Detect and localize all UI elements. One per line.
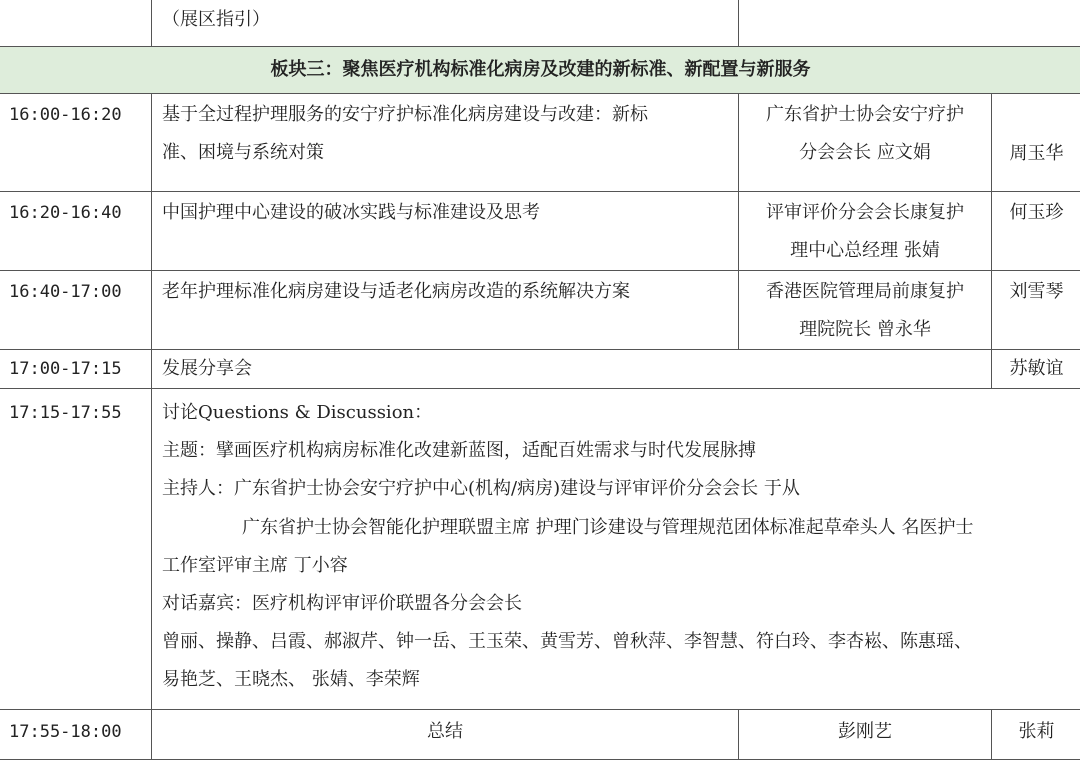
section-title: 板块三：聚焦医疗机构标准化病房及改建的新标准、新配置与新服务: [0, 47, 1080, 94]
speaker-cell: [739, 271, 992, 350]
discussion-line: 易艳芝、王晓杰、 张婧、李荣辉: [162, 661, 1080, 699]
table-row: [0, 94, 1080, 192]
topic-line: 基于全过程护理服务的安宁疗护标准化病房建设与改建：新标: [162, 96, 738, 134]
topic-cell: 总结: [152, 710, 739, 760]
topic-cell: [152, 0, 739, 47]
topic-text: （展区指引）: [162, 0, 738, 40]
topic-cell: [152, 271, 739, 350]
time-cell: [0, 0, 152, 47]
topic-line: 准、困境与系统对策: [162, 134, 738, 172]
speaker-cell: 彭刚艺: [739, 710, 992, 760]
time-cell: 17:00-17:15: [0, 350, 152, 389]
time-cell: 16:00-16:20: [0, 94, 152, 192]
speaker-line: 理院院长 曾永华: [739, 311, 991, 349]
table-row: [0, 271, 1080, 350]
host-cell: 周玉华: [992, 94, 1080, 192]
discussion-line: 主题：擘画医疗机构病房标准化改建新蓝图，适配百姓需求与时代发展脉搏: [162, 432, 1080, 470]
time-cell: 17:15-17:55: [0, 389, 152, 710]
discussion-line: 讨论Questions & Discussion：: [162, 394, 1080, 432]
time-cell: 16:20-16:40: [0, 192, 152, 271]
table-row: [0, 350, 1080, 389]
speaker-line: 评审评价分会会长康复护: [739, 194, 991, 232]
topic-line: 老年护理标准化病房建设与适老化病房改造的系统解决方案: [162, 273, 738, 311]
discussion-line: 广东省护士协会智能化护理联盟主席 护理门诊建设与管理规范团体标准起草牵头人 名医护士: [162, 509, 1080, 547]
section-row: [0, 47, 1080, 94]
host-cell: 苏敏谊: [992, 350, 1080, 389]
table-row: [0, 389, 1080, 710]
discussion-line: 主持人：广东省护士协会安宁疗护中心(机构/病房)建设与评审评价分会会长 于从: [162, 470, 1080, 508]
discussion-line: 工作室评审主席 丁小容: [162, 547, 1080, 585]
host-cell: 张莉: [992, 710, 1080, 760]
speaker-cell: [739, 94, 992, 192]
topic-cell: [152, 94, 739, 192]
speaker-cell: [739, 0, 1080, 47]
speaker-line: 广东省护士协会安宁疗护: [739, 96, 991, 134]
discussion-line: 曾丽、操静、吕霞、郝淑芹、钟一岳、王玉荣、黄雪芳、曾秋萍、李智慧、符白玲、李杏崧、陈惠瑶、: [162, 623, 1080, 661]
host-cell: 刘雪琴: [992, 271, 1080, 350]
topic-cell: [152, 192, 739, 271]
speaker-cell: [739, 192, 992, 271]
topic-cell: [152, 350, 992, 389]
speaker-line: 理中心总经理 张婧: [739, 232, 991, 270]
discussion-line: 对话嘉宾：医疗机构评审评价联盟各分会会长: [162, 585, 1080, 623]
topic-line: 发展分享会: [162, 350, 991, 388]
table-row: [0, 192, 1080, 271]
discussion-cell: [152, 389, 1080, 710]
time-cell: 16:40-17:00: [0, 271, 152, 350]
table-row: [0, 0, 1080, 47]
speaker-line: 分会会长 应文娟: [739, 134, 991, 172]
speaker-line: 香港医院管理局前康复护: [739, 273, 991, 311]
time-cell: 17:55-18:00: [0, 710, 152, 760]
host-cell: 何玉珍: [992, 192, 1080, 271]
topic-line: 中国护理中心建设的破冰实践与标准建设及思考: [162, 194, 738, 232]
table-row: [0, 710, 1080, 760]
